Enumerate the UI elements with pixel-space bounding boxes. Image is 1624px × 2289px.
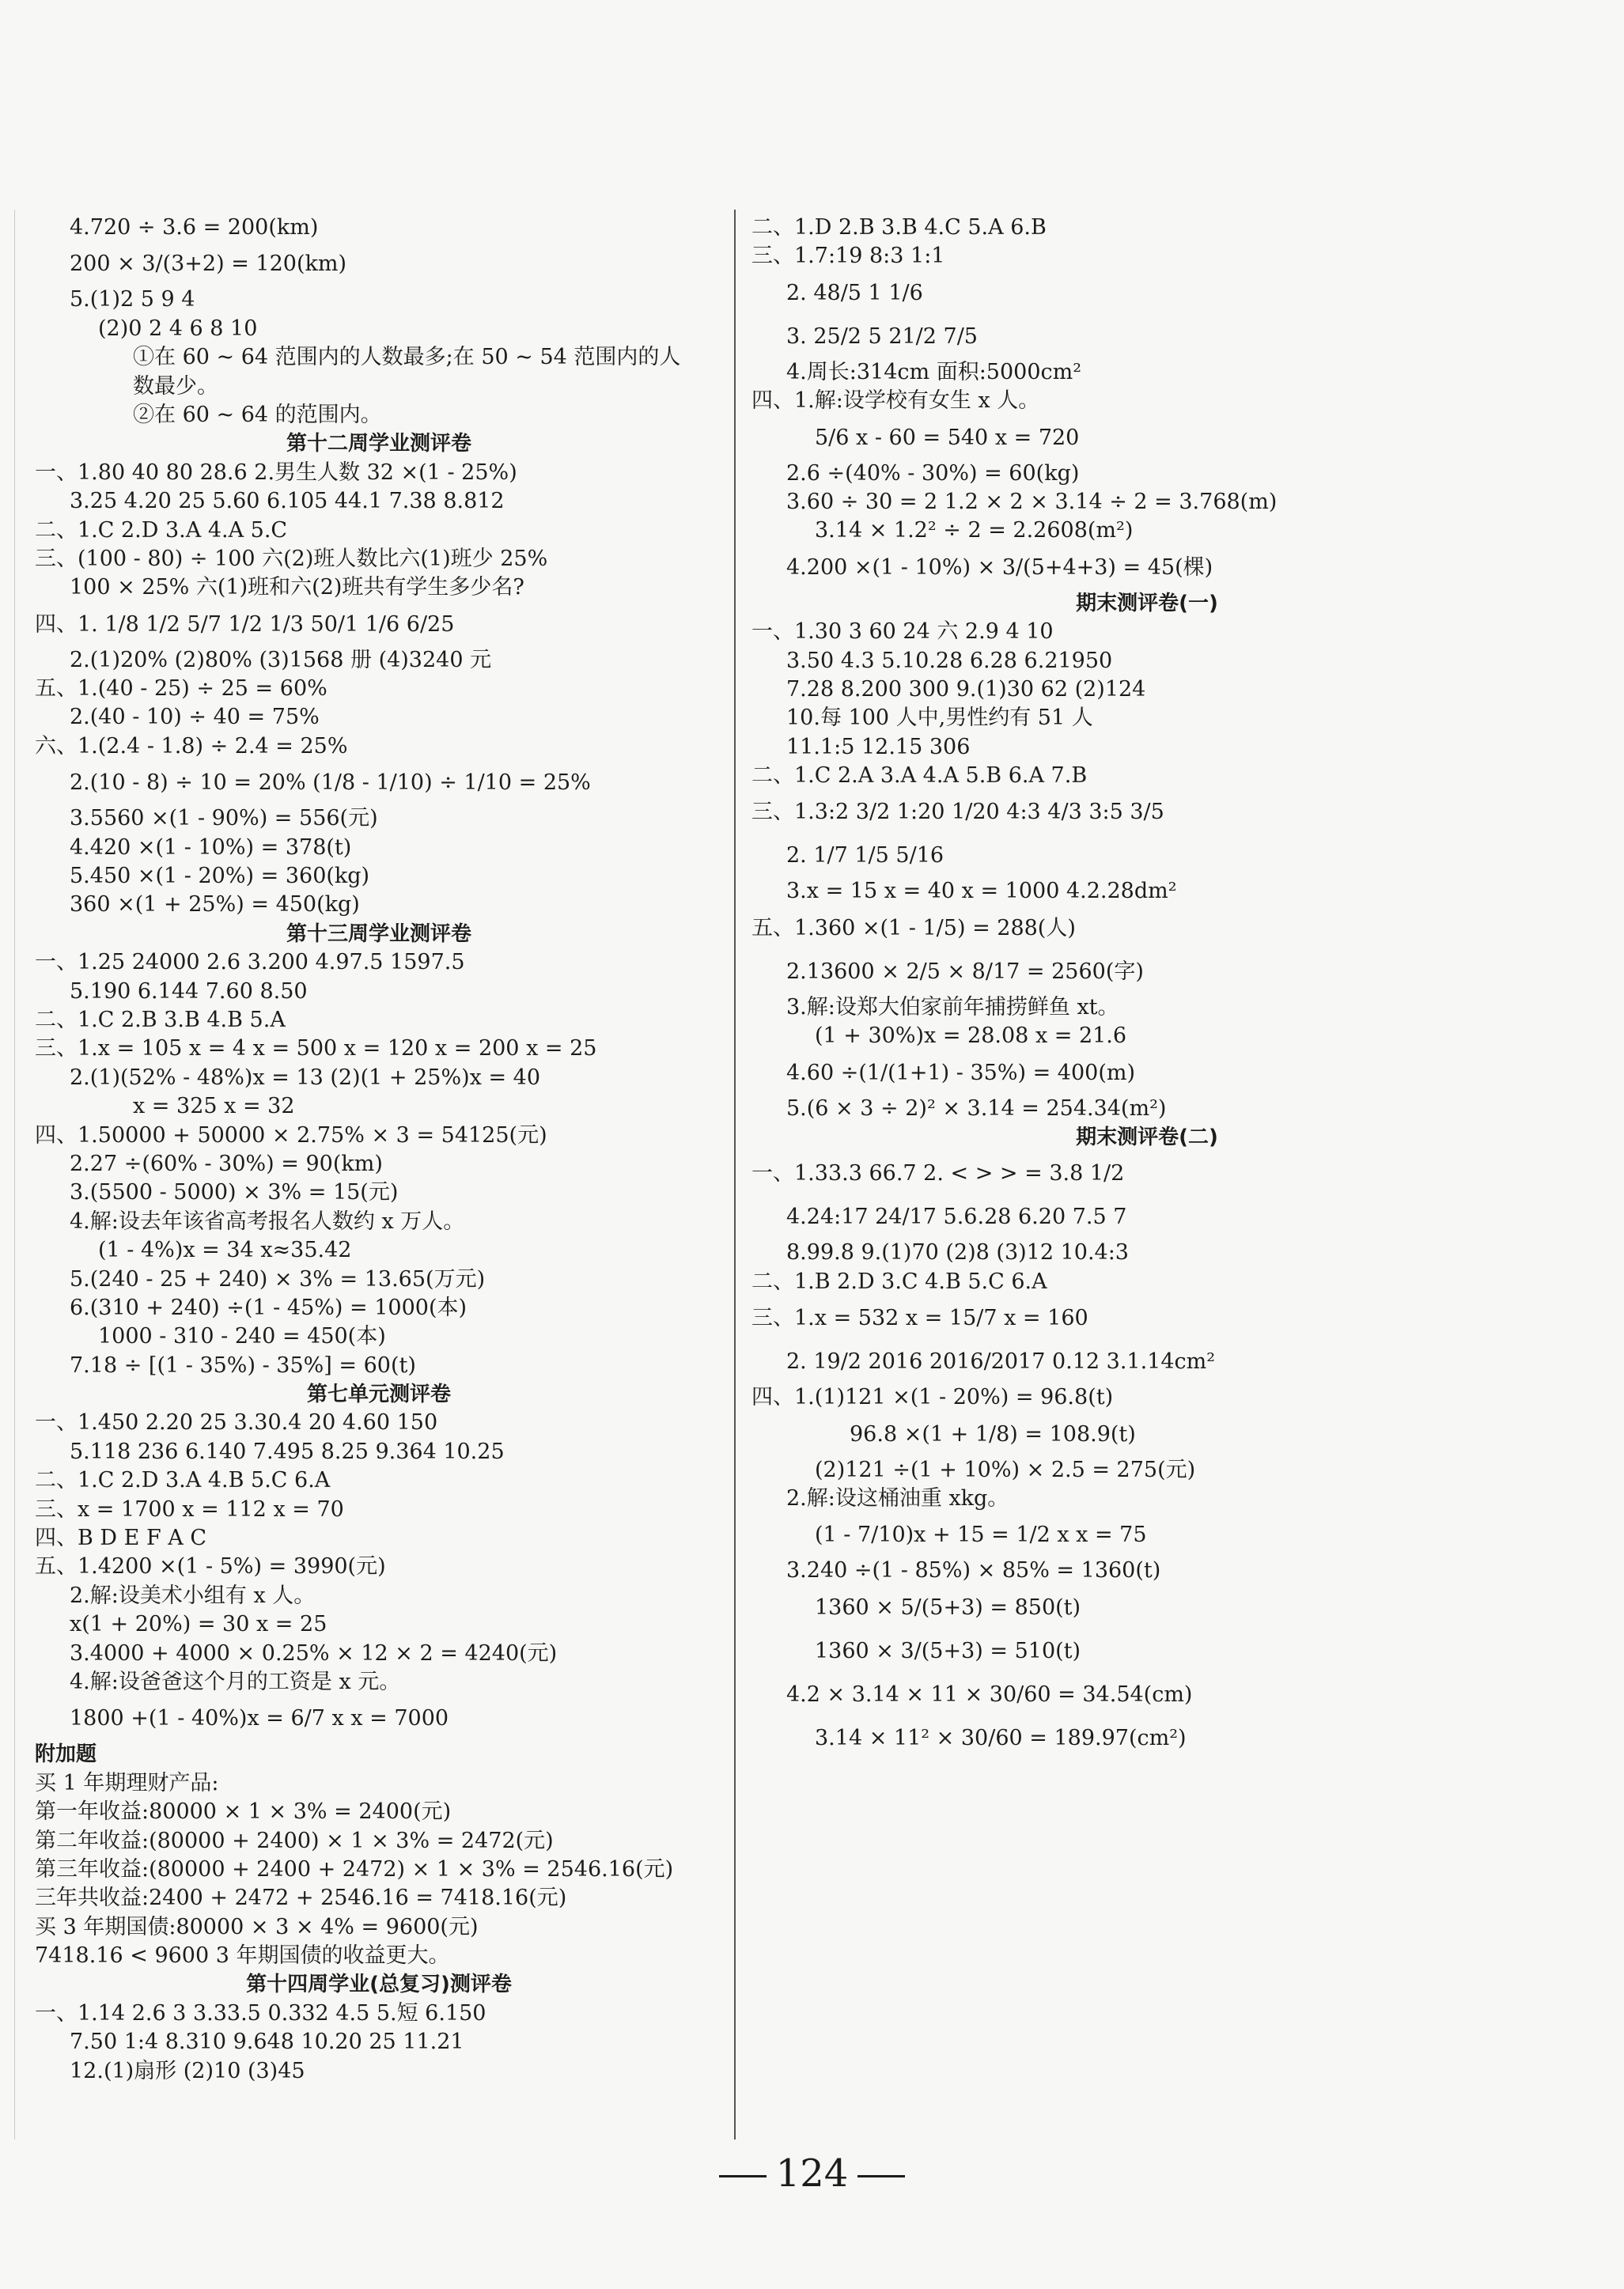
answer-line: 一、1.30 3 60 24 六 2.9 4 10 [751,619,1054,645]
answer-line: 5/6 x - 60 = 540 x = 720 [815,425,1080,450]
answer-line: 5.(1)2 5 9 4 [70,287,195,312]
answer-line: 10.每 100 人中,男性约有 51 人 [786,706,1093,731]
answer-line: 二、1.C 2.B 3.B 4.B 5.A [35,1007,286,1032]
answer-line: x = 325 x = 32 [133,1094,295,1119]
answer-line: 7418.16 < 9600 3 年期国债的收益更大。 [35,1943,450,1969]
answer-line: 五、1.360 ×(1 - 1/5) = 288(人) [751,915,1076,940]
answer-line: 7.28 8.200 300 9.(1)30 62 (2)124 [786,676,1146,702]
answer-line: 6.(310 + 240) ÷(1 - 45%) = 1000(本) [70,1295,468,1320]
answer-line: ①在 60 ~ 64 范围内的人数最多;在 50 ~ 54 范围内的人 [133,345,681,370]
answer-line: 4.60 ÷(1/(1+1) - 35%) = 400(m) [786,1060,1136,1085]
page-number-value: 124 [775,2151,849,2196]
answer-line: 买 1 年期理财产品: [35,1770,219,1795]
answer-line: 1360 × 5/(5+3) = 850(t) [815,1595,1081,1620]
answer-line: 4.周长:314cm 面积:5000cm² [786,359,1082,384]
answer-line: 一、1.80 40 80 28.6 2.男生人数 32 ×(1 - 25%) [35,460,517,485]
answer-line: 5.(6 × 3 ÷ 2)² × 3.14 = 254.34(m²) [786,1095,1167,1121]
answer-line: 一、1.25 24000 2.6 3.200 4.97.5 1597.5 [35,950,465,975]
answer-line: 3.50 4.3 5.10.28 6.28 6.21950 [786,648,1113,673]
answer-line: 一、1.33.3 66.7 2. < > > = 3.8 1/2 [751,1161,1125,1186]
answer-line: 五、1.4200 ×(1 - 5%) = 3990(元) [35,1554,386,1580]
answer-line: ②在 60 ~ 64 的范围内。 [133,402,382,427]
answer-line: 六、1.(2.4 - 1.8) ÷ 2.4 = 25% [35,733,348,759]
answer-line: 2.(1)20% (2)80% (3)1568 册 (4)3240 元 [70,647,492,672]
answer-line: 1360 × 3/(5+3) = 510(t) [815,1638,1081,1663]
page-number-dash-left [719,2175,767,2177]
answer-line: 3.14 × 1.2² ÷ 2 = 2.2608(m²) [815,518,1134,543]
answer-line: 2.13600 × 2/5 × 8/17 = 2560(字) [786,959,1144,984]
answer-line: 11.1:5 12.15 306 [786,734,971,759]
answer-line: 二、1.C 2.D 3.A 4.B 5.C 6.A [35,1468,331,1493]
answer-line: 200 × 3/(3+2) = 120(km) [70,252,346,277]
answer-line: 三、1.3:2 3/2 1:20 1/20 4:3 4/3 3:5 3/5 [751,800,1164,825]
answer-line: 2. 1/7 1/5 5/16 [786,843,944,868]
answer-line: 4.解:设去年该省高考报名人数约 x 万人。 [70,1209,465,1234]
answer-line: x(1 + 20%) = 30 x = 25 [70,1612,327,1637]
answer-line: (2)0 2 4 6 8 10 [98,316,258,341]
answer-line: (2)121 ÷(1 + 10%) × 2.5 = 275(元) [815,1457,1196,1482]
answer-line: 三、x = 1700 x = 112 x = 70 [35,1496,344,1522]
answer-line: 360 ×(1 + 25%) = 450(kg) [70,892,360,917]
answer-line: 五、1.(40 - 25) ÷ 25 = 60% [35,676,327,702]
answer-line: 3.240 ÷(1 - 85%) × 85% = 1360(t) [786,1558,1161,1583]
answer-line: 二、1.C 2.D 3.A 4.A 5.C [35,517,288,543]
answer-line: 第一年收益:80000 × 1 × 3% = 2400(元) [35,1799,452,1825]
answer-line: 4.200 ×(1 - 10%) × 3/(5+4+3) = 45(棵) [786,554,1213,580]
answer-line: 二、1.D 2.B 3.B 4.C 5.A 6.B [751,215,1047,240]
answer-line: 2. 19/2 2016 2016/2017 0.12 3.1.14cm² [786,1349,1216,1375]
answer-line: 3. 25/2 5 21/2 7/5 [786,323,978,349]
answer-line: 100 × 25% 六(1)班和六(2)班共有学生多少名? [70,575,524,600]
answer-line: 3.解:设郑大伯家前年捕捞鲜鱼 xt。 [786,994,1119,1020]
answer-line: 96.8 ×(1 + 1/8) = 108.9(t) [850,1421,1136,1447]
answer-line: 7.50 1:4 8.310 9.648 10.20 25 11.21 [70,2030,464,2055]
answer-line: 3.4000 + 4000 × 0.25% × 12 × 2 = 4240(元) [70,1640,558,1666]
answer-line: 1000 - 310 - 240 = 450(本) [98,1324,386,1349]
answer-line: 3.60 ÷ 30 = 2 1.2 × 2 × 3.14 ÷ 2 = 3.768(m) [786,489,1278,514]
section-heading: 期末测评卷(二) [1076,1126,1218,1150]
answer-line: 4.24:17 24/17 5.6.28 6.20 7.5 7 [786,1205,1127,1230]
answer-line: 买 3 年期国债:80000 × 3 × 4% = 9600(元) [35,1914,479,1939]
answer-line: 3.(5500 - 5000) × 3% = 15(元) [70,1180,399,1205]
answer-line: 2.(1)(52% - 48%)x = 13 (2)(1 + 25%)x = 40 [70,1065,541,1090]
answer-line: 二、1.B 2.D 3.C 4.B 5.C 6.A [751,1269,1047,1294]
answer-line: 5.190 6.144 7.60 8.50 [70,978,308,1004]
section-heading: 第七单元测评卷 [306,1383,451,1407]
page-number-dash-right [857,2175,905,2177]
answer-line: 7.18 ÷ [(1 - 35%) - 35%] = 60(t) [70,1353,416,1378]
answer-line: 3.x = 15 x = 40 x = 1000 4.2.28dm² [786,879,1177,904]
answer-line: 第二年收益:(80000 + 2400) × 1 × 3% = 2472(元) [35,1828,554,1853]
answer-line: 3.14 × 11² × 30/60 = 189.97(cm²) [815,1725,1187,1750]
answer-line: 四、1.解:设学校有女生 x 人。 [751,388,1040,414]
answer-line: 2.(10 - 8) ÷ 10 = 20% (1/8 - 1/10) ÷ 1/10 = 25% [70,770,591,796]
answer-line: 四、1.(1)121 ×(1 - 20%) = 96.8(t) [751,1385,1114,1410]
answer-line: 4.解:设爸爸这个月的工资是 x 元。 [70,1669,401,1694]
answer-line: 5.450 ×(1 - 20%) = 360(kg) [70,864,370,889]
right-column [751,214,1543,1760]
answer-line: 二、1.C 2.A 3.A 4.A 5.B 6.A 7.B [751,763,1088,789]
answer-line: (1 + 30%)x = 28.08 x = 21.6 [815,1023,1127,1049]
answer-line: 3.5560 ×(1 - 90%) = 556(元) [70,806,378,831]
page-number [0,2151,1624,2196]
answer-line: 第三年收益:(80000 + 2400 + 2472) × 1 × 3% = 2546.16(元) [35,1856,674,1882]
answer-line: (1 - 4%)x = 34 x≈35.42 [98,1238,352,1263]
answer-line: (1 - 7/10)x + 15 = 1/2 x x = 75 [815,1523,1147,1548]
section-heading: 第十三周学业测评卷 [286,921,471,946]
answer-line: 三、(100 - 80) ÷ 100 六(2)班人数比六(1)班少 25% [35,546,548,571]
section-heading: 第十四周学业(总复习)测评卷 [246,1973,512,1997]
answer-line: 2.解:设美术小组有 x 人。 [70,1583,316,1608]
answer-line: 5.118 236 6.140 7.495 8.25 9.364 10.25 [70,1439,505,1464]
answer-line: 2.解:设这桶油重 xkg。 [786,1485,1009,1511]
section-heading: 期末测评卷(一) [1076,591,1218,615]
answer-line: 三年共收益:2400 + 2472 + 2546.16 = 7418.16(元) [35,1886,567,1911]
answer-line: 一、1.14 2.6 3 3.33.5 0.332 4.5 5.短 6.150 [35,2000,486,2026]
section-heading: 第十二周学业测评卷 [286,432,471,456]
answer-line: 四、B D E F A C [35,1526,207,1551]
answer-line: 一、1.450 2.20 25 3.30.4 20 4.60 150 [35,1410,438,1436]
answer-line: 3.25 4.20 25 5.60 6.105 44.1 7.38 8.812 [70,489,505,514]
answer-line: 8.99.8 9.(1)70 (2)8 (3)12 10.4:3 [786,1240,1129,1266]
answer-line: 2.(40 - 10) ÷ 40 = 75% [70,705,320,730]
left-column [35,214,723,2086]
answer-line: 四、1. 1/8 1/2 5/7 1/2 1/3 50/1 1/6 6/25 [35,611,455,637]
answer-line: 2.27 ÷(60% - 30%) = 90(km) [70,1151,383,1176]
answer-line: 1800 +(1 - 40%)x = 6/7 x x = 7000 [70,1706,449,1731]
answer-line: 5.(240 - 25 + 240) × 3% = 13.65(万元) [70,1266,486,1292]
answer-line: 附加题 [35,1742,97,1767]
answer-line: 三、1.x = 532 x = 15/7 x = 160 [751,1306,1088,1331]
left-margin-rule [14,210,15,2140]
answer-line: 4.420 ×(1 - 10%) = 378(t) [70,834,352,860]
answer-line: 2. 48/5 1 1/6 [786,280,923,305]
column-divider [734,210,736,2140]
answer-line: 数最少。 [133,373,218,399]
answer-line: 12.(1)扇形 (2)10 (3)45 [70,2058,305,2083]
answer-line: 4.720 ÷ 3.6 = 200(km) [70,215,319,240]
answer-line: 三、1.7:19 8:3 1:1 [751,244,945,269]
answer-line: 4.2 × 3.14 × 11 × 30/60 = 34.54(cm) [786,1682,1193,1707]
answer-line: 四、1.50000 + 50000 × 2.75% × 3 = 54125(元) [35,1122,547,1148]
answer-line: 2.6 ÷(40% - 30%) = 60(kg) [786,460,1080,486]
answer-line: 三、1.x = 105 x = 4 x = 500 x = 120 x = 200 x = 25 [35,1036,597,1061]
